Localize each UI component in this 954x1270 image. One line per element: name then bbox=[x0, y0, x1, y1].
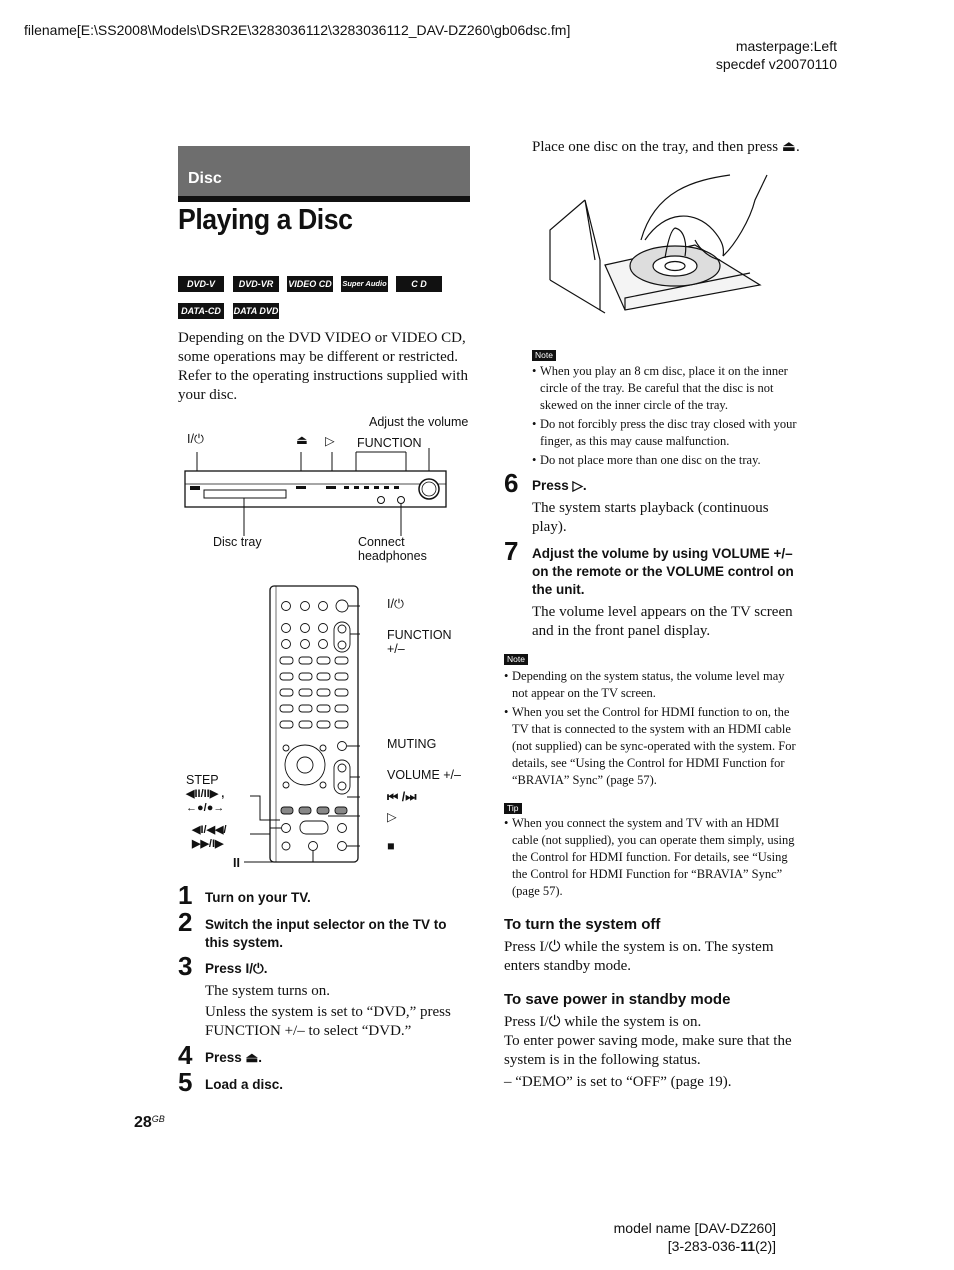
remote-step-keys-2: ←●/●→ bbox=[186, 802, 225, 814]
unit-illustration bbox=[180, 448, 460, 538]
unit-headphones-label bbox=[358, 535, 427, 563]
step-1-text: Turn on your TV. bbox=[205, 890, 311, 905]
section-bar bbox=[178, 146, 470, 196]
header-masterpage bbox=[716, 37, 837, 73]
tip-tag: Tip bbox=[504, 803, 522, 814]
badge-dvd-v: DVD-V bbox=[178, 276, 224, 292]
badge-dvd-vr: DVD-VR bbox=[233, 276, 279, 292]
page-title: Playing a Disc bbox=[178, 204, 353, 236]
remote-pause-label: II bbox=[233, 856, 240, 870]
remote-power-label: I/⏻ bbox=[387, 597, 404, 611]
remote-skip-label: ⏮ /⏭ bbox=[387, 790, 417, 804]
step-6-text: Press ▷. bbox=[532, 478, 587, 493]
intro-text: Depending on the DVD VIDEO or VIDEO CD, some operations may be different or restricted. Refer to the operating instructions supplied with your disc. bbox=[178, 330, 468, 403]
note-2-item-2: • When you set the Control for HDMI function to on, the TV that is connected to the system with an HDMI cable (not supplied) can be sync-operated with the system. For details, see “Using the Control for HDMI Function for “BRAVIA” Sync” (page 57). bbox=[504, 704, 800, 789]
unit-function-label: FUNCTION bbox=[357, 436, 422, 450]
note-1-item-3: • Do not place more than one disc on the tray. bbox=[532, 452, 802, 469]
remote-search-line-2: ▶▶/I▶ bbox=[192, 838, 224, 850]
save-power-item: – “DEMO” is set to “OFF” (page 19). bbox=[504, 1074, 732, 1090]
unit-eject-label: ⏏ bbox=[296, 433, 308, 447]
note-1-item-1: • When you play an 8 cm disc, place it on the inner circle of the tray. Be careful that the disc is not skewed on the inner circle of the tray. bbox=[532, 363, 802, 414]
remote-step-label bbox=[186, 773, 224, 815]
step-1-number: 1 bbox=[178, 880, 193, 910]
note-1-list bbox=[532, 363, 802, 471]
note-1-item-2: • Do not forcibly press the disc tray closed with your finger, as this may cause malfunction. bbox=[532, 416, 802, 450]
footer-code-bold: 11 bbox=[740, 1238, 755, 1254]
remote-volume-label: VOLUME +/– bbox=[387, 768, 461, 782]
page-number-value: 28 bbox=[134, 1114, 152, 1131]
step-6-number: 6 bbox=[504, 468, 519, 498]
place-disc-text: Place one disc on the tray, and then press ⏏. bbox=[532, 139, 800, 155]
note-2-list bbox=[504, 668, 800, 791]
remote-function-line-2: +/– bbox=[387, 642, 405, 656]
masterpage-label: masterpage:Left bbox=[735, 38, 837, 54]
unit-play-label: ▷ bbox=[325, 434, 335, 448]
save-power-heading: To save power in standby mode bbox=[504, 991, 731, 1008]
step-2-number: 2 bbox=[178, 907, 193, 937]
step-2-text: Switch the input selector on the TV to this system. bbox=[205, 917, 447, 950]
badge-cd: C D bbox=[396, 276, 442, 292]
badge-data-cd: DATA-CD bbox=[178, 303, 224, 319]
badge-data-dvd: DATA DVD bbox=[233, 303, 279, 319]
tip-item-1: • When you connect the system and TV with an HDMI cable (not supplied), you can operate them simply, using the Control for HDMI function. For details, see “Using the Control for HDMI Function for “BRAVIA” Sync” (page 57). bbox=[504, 815, 800, 900]
footer-code bbox=[614, 1237, 776, 1255]
badge-super-audio-cd: Super Audio CD bbox=[341, 276, 388, 292]
step-3-body-2: Unless the system is set to “DVD,” press FUNCTION +/– to select “DVD.” bbox=[205, 1004, 451, 1039]
footer-model: model name [DAV-DZ260] bbox=[613, 1220, 776, 1236]
step-3-body-1: The system turns on. bbox=[205, 983, 330, 999]
header-filename: filename[E:\SS2008\Models\DSR2E\3283036112\3283036112_DAV-DZ260\gb06dsc.fm] bbox=[24, 22, 571, 38]
note-1-tag: Note bbox=[532, 350, 556, 361]
remote-play-label: ▷ bbox=[387, 810, 397, 824]
unit-adjust-volume-label: Adjust the volume bbox=[369, 415, 469, 429]
step-7-text: Adjust the volume by using VOLUME +/– on the remote or the VOLUME control on the unit. bbox=[532, 546, 794, 597]
disc-tray-illustration bbox=[545, 170, 775, 330]
unit-disc-tray-label: Disc tray bbox=[213, 535, 262, 549]
remote-function-line-1: FUNCTION bbox=[387, 628, 452, 642]
remote-step-keys-1: ◀II/II▶ , bbox=[186, 788, 225, 800]
remote-function-label bbox=[387, 628, 452, 656]
step-6-body: The system starts playback (continuous play). bbox=[532, 500, 769, 535]
section-rule bbox=[178, 196, 470, 202]
remote-search-line-1: ◀I/◀◀/ bbox=[192, 824, 227, 836]
step-5-number: 5 bbox=[178, 1067, 193, 1097]
section-label: Disc bbox=[188, 170, 222, 187]
note-2-item-1: • Depending on the system status, the volume level may not appear on the TV screen. bbox=[504, 668, 800, 702]
page-number bbox=[134, 1114, 165, 1132]
turn-off-heading: To turn the system off bbox=[504, 916, 661, 933]
step-3-number: 3 bbox=[178, 951, 193, 981]
remote-stop-label: ■ bbox=[387, 839, 395, 853]
headphones-line-1: Connect bbox=[358, 535, 405, 549]
remote-muting-label: MUTING bbox=[387, 737, 437, 751]
step-7-body: The volume level appears on the TV screen and in the front panel display. bbox=[532, 604, 793, 639]
save-power-body-1: Press I/⏻ while the system is on. bbox=[504, 1014, 702, 1030]
headphones-line-2: headphones bbox=[358, 549, 427, 563]
remote-search-label bbox=[192, 823, 227, 851]
remote-step-title: STEP bbox=[186, 773, 219, 787]
step-5-text: Load a disc. bbox=[205, 1077, 284, 1092]
save-power-body-2: To enter power saving mode, make sure that the system is in the following status. bbox=[504, 1033, 792, 1068]
unit-power-label: I/⏻ bbox=[187, 432, 204, 446]
remote-illustration bbox=[230, 584, 360, 864]
page-number-suffix: GB bbox=[151, 1114, 165, 1124]
tip-list bbox=[504, 815, 800, 902]
specdef-label: specdef v20070110 bbox=[715, 56, 837, 72]
step-4-text: Press ⏏. bbox=[205, 1050, 263, 1065]
step-4-number: 4 bbox=[178, 1040, 193, 1070]
step-7-number: 7 bbox=[504, 536, 519, 566]
badge-video-cd: VIDEO CD bbox=[287, 276, 333, 292]
step-3-text: Press I/⏻. bbox=[205, 961, 268, 976]
turn-off-body: Press I/⏻ while the system is on. The system enters standby mode. bbox=[504, 939, 774, 974]
footer-code-pre: [3-283-036- bbox=[667, 1238, 741, 1254]
note-2-tag: Note bbox=[504, 654, 528, 665]
footer-code-post: (2)] bbox=[755, 1238, 776, 1254]
footer bbox=[614, 1219, 776, 1255]
